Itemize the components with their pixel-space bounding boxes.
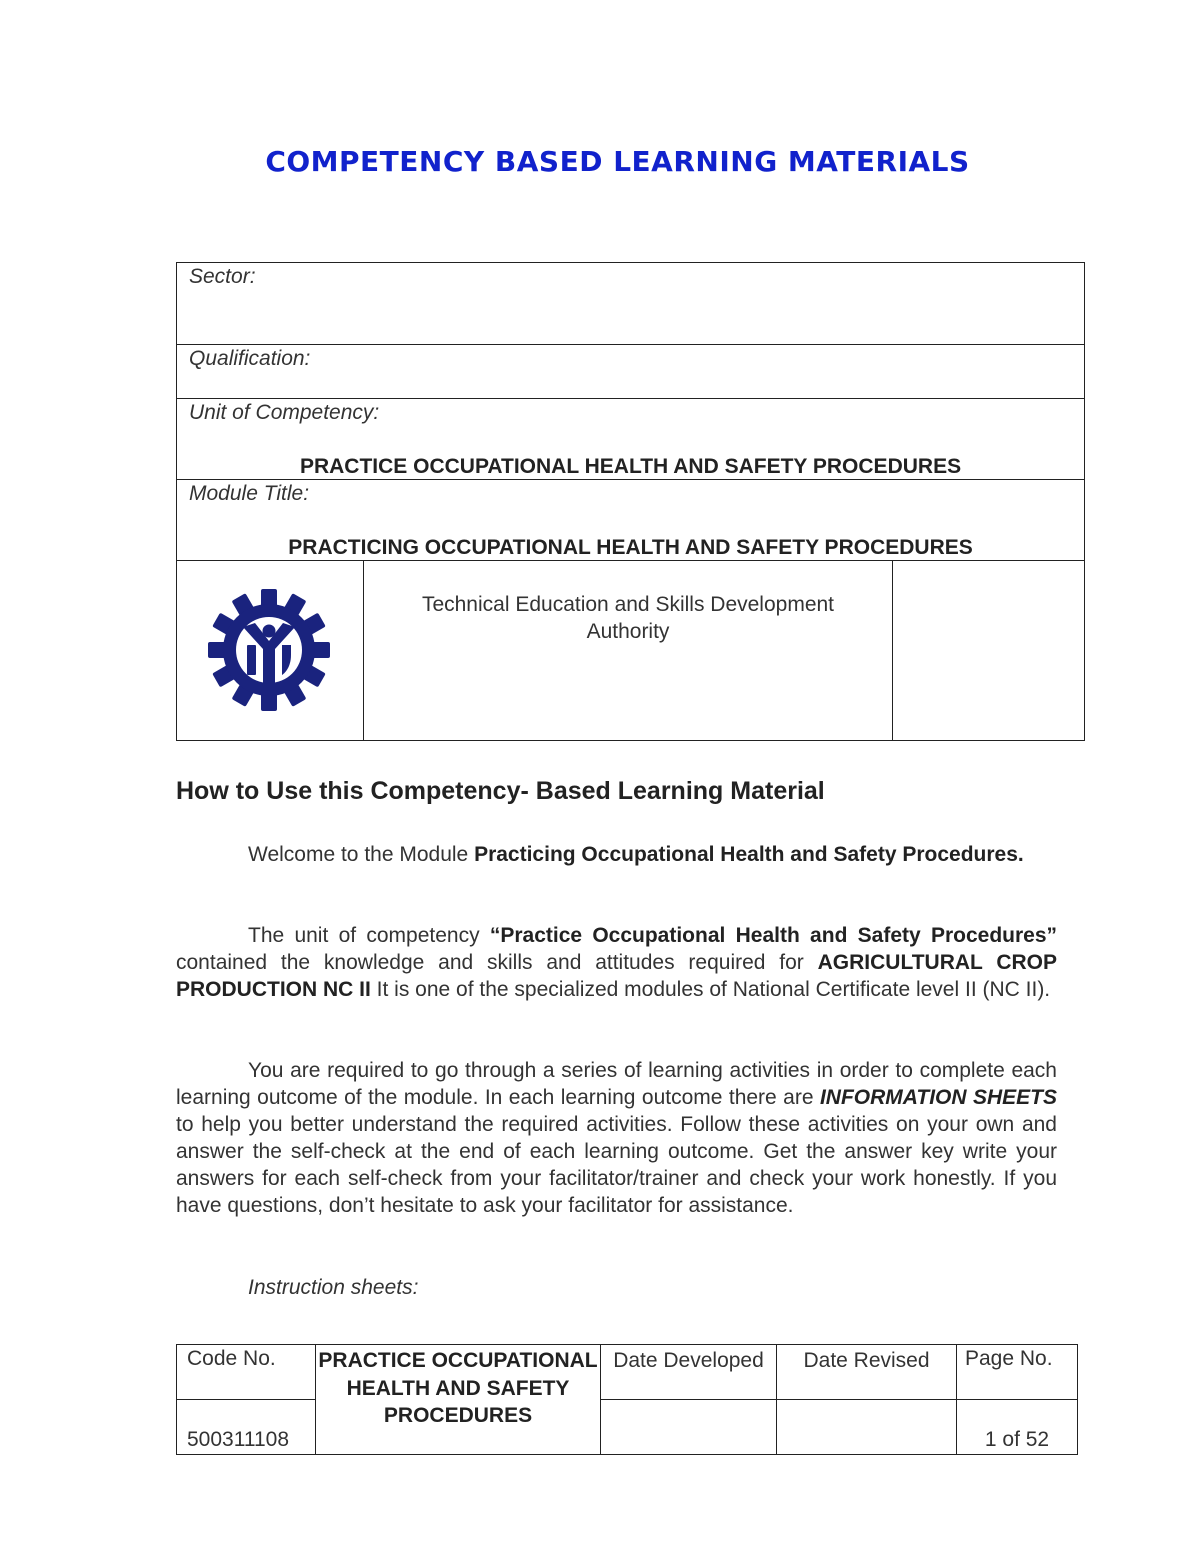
- code-label: Code No.: [177, 1345, 316, 1400]
- instructions-paragraph: [176, 1057, 1057, 1219]
- organization-name-line1: Technical Education and Skills Development: [421, 593, 835, 616]
- page-label: Page No.: [957, 1345, 1078, 1400]
- p3-info-sheets: INFORMATION SHEETS: [819, 1086, 1057, 1109]
- module-value: PRACTICING OCCUPATIONAL HEALTH AND SAFETY PROCEDURES: [288, 536, 973, 559]
- p2-text-2: contained the knowledge and skills and attitudes required for: [176, 951, 818, 974]
- date-developed-label: Date Developed: [601, 1345, 777, 1400]
- sector-cell: [177, 263, 1085, 345]
- date-revised-label: Date Revised: [777, 1345, 957, 1400]
- intro-paragraph: [176, 841, 1057, 868]
- module-label: Module Title:: [189, 482, 310, 505]
- p1-module-name: Practicing Occupational Health and Safety Procedures.: [474, 843, 1024, 866]
- document-title: COMPETENCY BASED LEARNING MATERIALS: [265, 145, 970, 178]
- date-revised-value: [777, 1400, 957, 1455]
- section-heading: How to Use this Competency- Based Learning Material: [176, 777, 825, 805]
- date-developed-value: [601, 1400, 777, 1455]
- qualification-cell: [177, 345, 1085, 399]
- unit-value: PRACTICE OCCUPATIONAL HEALTH AND SAFETY PROCEDURES: [299, 455, 962, 478]
- instruction-sheets-label: Instruction sheets:: [248, 1276, 419, 1299]
- code-value: 500311108: [177, 1400, 316, 1455]
- organization-cell: [364, 561, 893, 741]
- p2-text-1: The unit of competency: [248, 924, 490, 947]
- tesda-gear-logo-icon: [205, 589, 333, 711]
- logo-cell: [177, 561, 364, 741]
- page-value: 1 of 52: [957, 1400, 1078, 1455]
- p2-text-3: It is one of the specialized modules of National Certificate level II (NC II).: [370, 978, 1051, 1001]
- unit-cell: [177, 399, 1085, 480]
- p3-text-2: to help you better understand the required activities. Follow these activities on your own and answer the self-check at the end of each learning outcome. Get the answer key write your answers for each self-check from your facilitator/trainer and check your work honestly. If you have questions, don’t hesitate to ask your facilitator for assistance.: [176, 1113, 1057, 1217]
- p2-qualification: AGRICULTURAL CROP PRODUCTION NC II: [176, 951, 1057, 1001]
- module-info-table: [176, 262, 1085, 741]
- footer-unit-title: PRACTICE OCCUPATIONAL HEALTH AND SAFETY PROCEDURES: [316, 1345, 601, 1455]
- p2-unit-name: “Practice Occupational Health and Safety Procedures”: [489, 924, 1058, 947]
- qualification-label: Qualification:: [189, 347, 311, 370]
- p1-text: Welcome to the Module: [248, 843, 475, 866]
- p3-text-1: You are required to go through a series of learning activities in order to complete each learning outcome of the module. In each learning outcome there are: [176, 1059, 1057, 1109]
- organization-name-line2: Authority: [586, 620, 670, 643]
- unit-label: Unit of Competency:: [189, 401, 380, 424]
- footer-table: [176, 1344, 1078, 1455]
- blank-cell: [893, 561, 1085, 741]
- sector-label: Sector:: [189, 265, 256, 288]
- module-cell: [177, 480, 1085, 561]
- unit-paragraph: [176, 922, 1057, 1003]
